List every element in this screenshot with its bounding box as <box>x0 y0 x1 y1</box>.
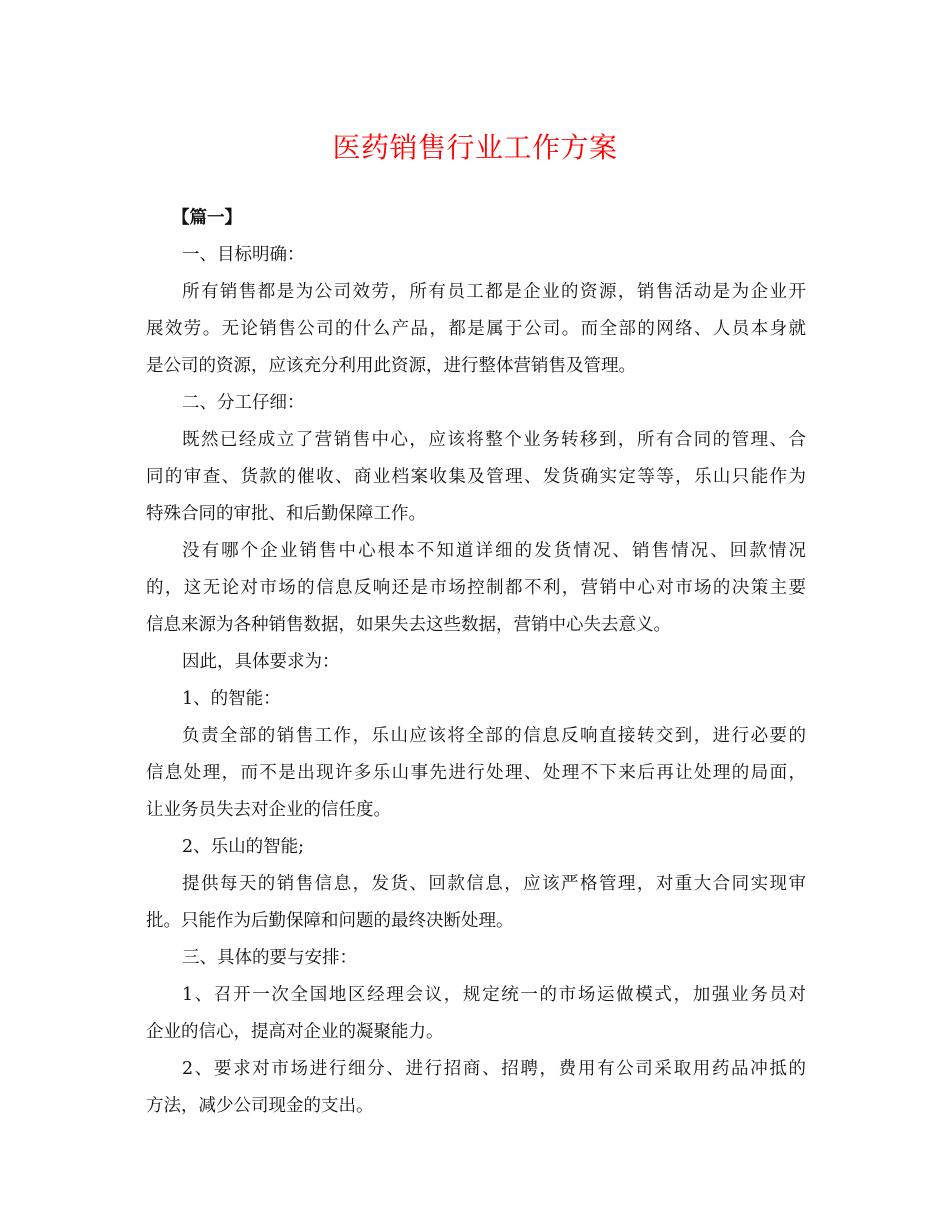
text-line: 是公司的资源，应该充分利用此资源，进行整体营销售及管理。 <box>146 356 636 376</box>
text-line: 特殊合同的审批、和后勤保障工作。 <box>146 504 426 524</box>
text-line: 一、目标明确： <box>182 245 305 265</box>
text-line: 信息来源为各种销售数据，如果失去这些数据，营销中心失去意义。 <box>146 615 671 635</box>
text-line: 2、要求对市场进行细分、进行招商、招聘，费用有公司采取用药品冲抵的 <box>182 1059 806 1079</box>
text-line: 批。只能作为后勤保障和问题的最终决断处理。 <box>146 911 514 931</box>
text-line: 信息处理，而不是出现许多乐山事先进行处理、处理不下来后再让处理的局面， <box>146 763 806 783</box>
text-line: 三、具体的要与安排： <box>182 948 357 968</box>
text-line: 既然已经成立了营销售中心，应该将整个业务转移到，所有合同的管理、合 <box>182 430 806 450</box>
text-line: 二、分工仔细： <box>182 393 305 413</box>
document-body <box>146 200 806 1125</box>
text-line: 1、召开一次全国地区经理会议，规定统一的市场运做模式，加强业务员对 <box>182 985 806 1005</box>
text-line: 企业的信心，提高对企业的凝聚能力。 <box>146 1022 444 1042</box>
text-line: 的，这无论对市场的信息反响还是市场控制都不利，营销中心对市场的决策主要 <box>146 578 806 598</box>
text-line: 因此，具体要求为： <box>182 652 340 672</box>
paragraph-lines <box>146 237 806 1125</box>
section-label: 【篇一】 <box>172 208 242 228</box>
text-line: 2、乐山的智能; <box>182 837 305 857</box>
text-line: 负责全部的销售工作，乐山应该将全部的信息反响直接转交到，进行必要的 <box>182 726 806 746</box>
text-line: 展效劳。无论销售公司的什么产品，都是属于公司。而全部的网络、人员本身就 <box>146 319 806 339</box>
text-line: 让业务员失去对企业的信任度。 <box>146 800 391 820</box>
text-line: 同的审查、货款的催收、商业档案收集及管理、发货确实定等等，乐山只能作为 <box>146 467 806 487</box>
document-title: 医药销售行业工作方案 <box>332 131 618 164</box>
text-line: 提供每天的销售信息，发货、回款信息，应该严格管理，对重大合同实现审 <box>182 874 806 894</box>
text-line: 没有哪个企业销售中心根本不知道详细的发货情况、销售情况、回款情况 <box>182 541 806 561</box>
text-line: 1、的智能： <box>182 689 281 709</box>
text-line: 所有销售都是为公司效劳，所有员工都是企业的资源，销售活动是为企业开 <box>182 282 806 302</box>
text-line: 方法，减少公司现金的支出。 <box>146 1096 374 1116</box>
